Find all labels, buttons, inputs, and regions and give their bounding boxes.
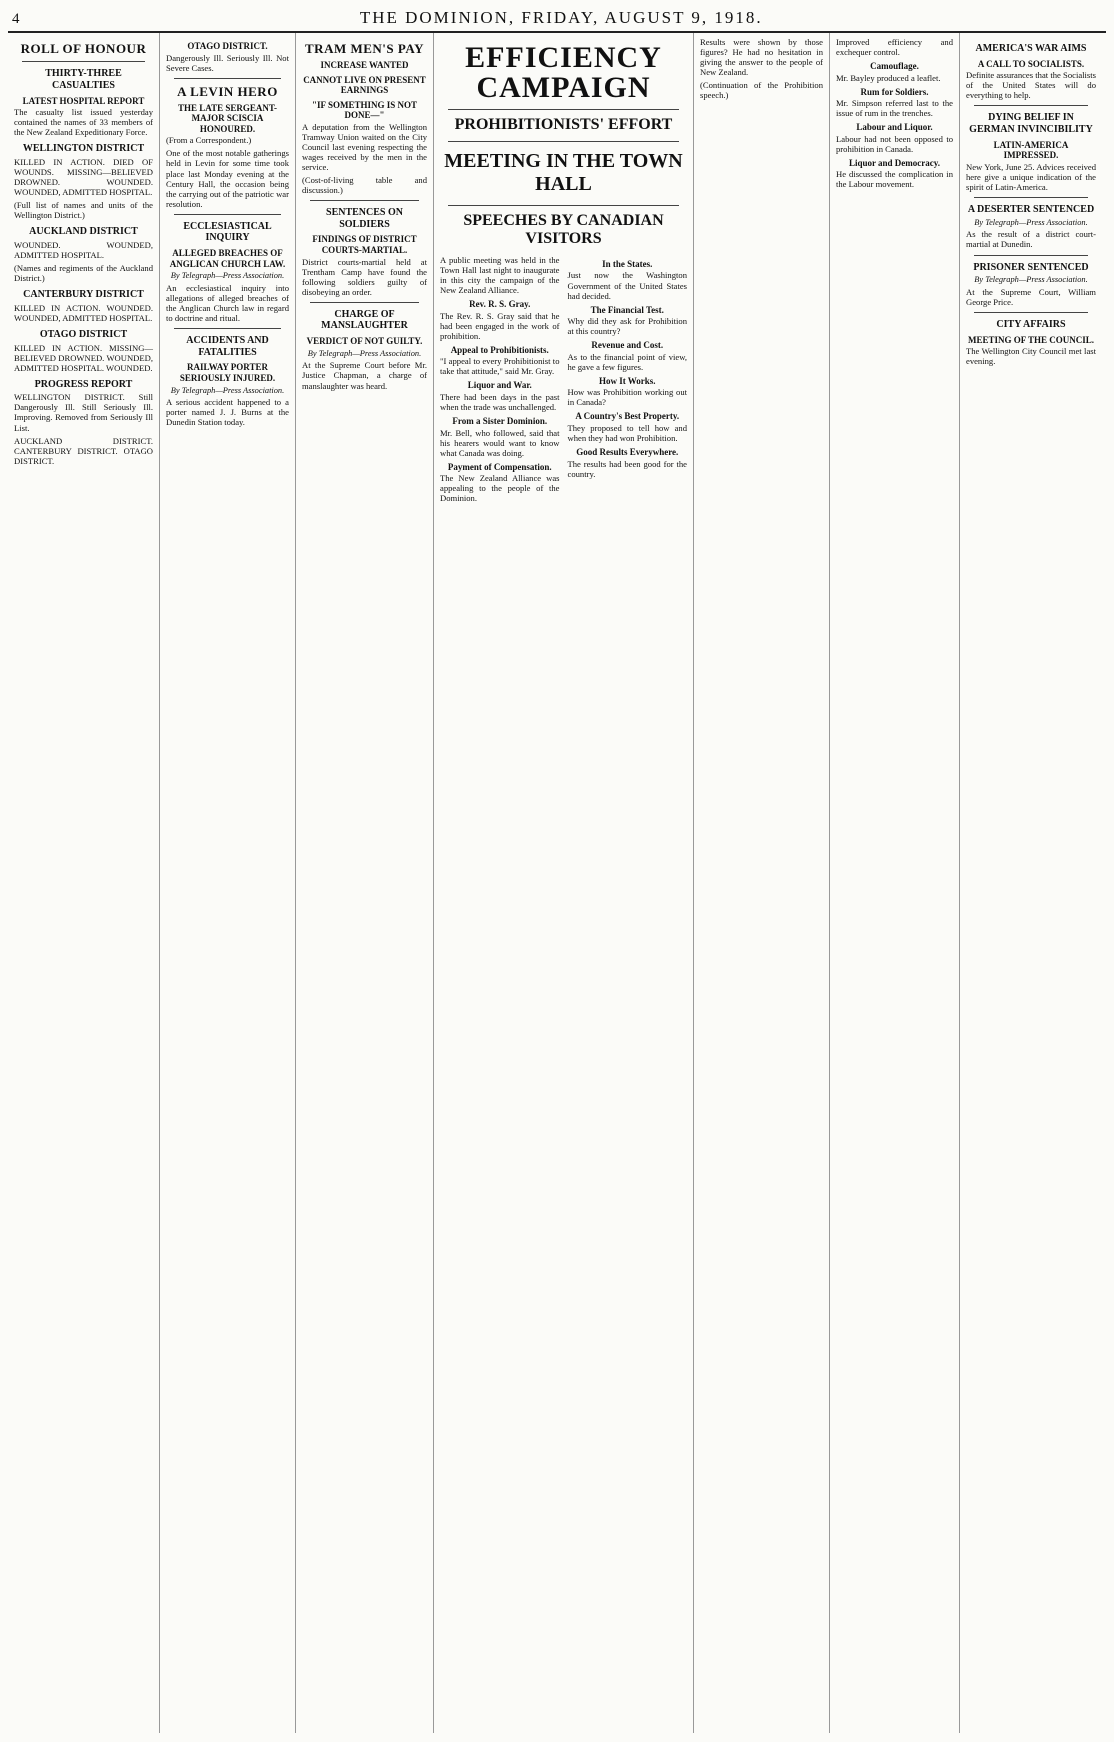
headline-efficiency: EFFICIENCY CAMPAIGN <box>465 41 662 104</box>
council-heading: MEETING OF THE COUNCIL. <box>967 334 1095 345</box>
tram-quote: "IF SOMETHING IS NOT DONE—" <box>312 99 417 121</box>
otago-district-heading: OTAGO DISTRICT. <box>187 41 268 51</box>
war-aims-heading: AMERICA'S WAR AIMS <box>975 43 1087 54</box>
headline-meeting: MEETING IN THE TOWN HALL <box>444 149 683 196</box>
latin-heading: LATIN-AMERICA IMPRESSED. <box>993 139 1069 161</box>
eccl-sub: ALLEGED BREACHES OF ANGLICAN CHURCH LAW. <box>169 248 286 269</box>
tram-sub2: CANNOT LIVE ON PRESENT EARNINGS <box>303 74 426 96</box>
headline-prohibitionists: PROHIBITIONISTS' EFFORT <box>454 116 673 133</box>
manslaughter-sub: VERDICT OF NOT GUILTY. <box>306 336 423 347</box>
column-roll-of-honour: ROLL OF HONOUR THIRTY-THREE CASUALTIES LATEST HOSPITAL REPORT The casualty list issued yesterday contained the names of 33 members of the New Zealand Expeditionary Force. WELLINGTON DISTRICT KILLED IN ACTION. DIED OF WOUNDS. MISSING—BELIEVED DROWNED. WOUNDED. WOUNDED, ADMITTED HOSPITAL. (Full list of names and units of the Wellington District.) AUCKLAND DISTRICT WOUNDED. WOUNDED, ADMITTED HOSPITAL. (Names and regiments of the Auckland District.) CANTERBURY DISTRICT KILLED IN ACTION. WOUNDED. WOUNDED, ADMITTED HOSPITAL. OTAGO DISTRICT KILLED IN ACTION. MISSING—BELIEVED DROWNED. WOUNDED, ADMITTED HOSPITAL. WOUNDED. PROGRESS REPORT WELLINGTON DISTRICT. Still Dangerously Ill. Still Seriously Ill. Improving. Removed from Seriously Ill List. AUCKLAND DISTRICT. CANTERBURY DISTRICT. OTAGO DISTRICT. <box>8 33 160 1733</box>
column-lead-story: EFFICIENCY CAMPAIGN PROHIBITIONISTS' EFFORT MEETING IN THE TOWN HALL SPEECHES BY CANADIAN VISITORS A public meeting was held in the Town Hall last night to inaugurate in this city the campaign of the New Zealand Alliance. Rev. R. S. Gray. The Rev. R. S. Gray said that he had been engaged in the work of prohibition. Appeal to Prohibitionists. "I appeal to every Prohibitionist to take that attitude," said Mr. Gray. Liquor and War. There had been days in the past when the trade was unchallenged. From a Sister Dominion. Mr. Bell, who followed, said that his hearers would want to know what Canada was doing. Payment of Compensation. The New Zealand Alliance was appealing to the people of the Dominion. In the States. Just now the Washington Government of the United States had decided. The Financial Test. Why did they ask for Prohibition at this country? Revenue and Cost. As to the financial point of view, he gave a few figures. How It Works. How was Prohibition working out in Canada? A Country's Best Property. They proposed to tell how and when they had won Prohibition. Good Results Everywhere. The results had been good for the country. <box>434 33 694 1733</box>
levin-hero-sub: THE LATE SERGEANT-MAJOR SCISCIA HONOURED. <box>177 102 278 134</box>
war-aims-sub: A CALL TO SOCIALISTS. <box>977 58 1085 69</box>
column-5: Results were shown by those figures? He had no hesitation in giving the answer to the people of New Zealand. (Continuation of the Prohibition speech.) <box>694 33 830 1733</box>
masthead <box>8 6 1106 33</box>
german-heading: DYING BELIEF IN GERMAN INVINCIBILITY <box>969 112 1093 136</box>
headline-speeches: SPEECHES BY CANADIAN VISITORS <box>463 211 664 248</box>
roll-heading: ROLL OF HONOUR <box>20 41 147 56</box>
column-2: OTAGO DISTRICT. Dangerously Ill. Seriously Ill. Not Severe Cases. A LEVIN HERO THE LATE SERGEANT-MAJOR SCISCIA HONOURED. (From a Correspondent.) One of the most notable gatherings held in Levin for some time took place last Monday evening at the Century Hall, the occasion being the carrying out of the patriotic war resolution. ECCLESIASTICAL INQUIRY ALLEGED BREACHES OF ANGLICAN CHURCH LAW. By Telegraph—Press Association. An ecclesiastical inquiry into allegations of alleged breaches of the Anglican Church law in regard to doctrine and ritual. ACCIDENTS AND FATALITIES RAILWAY PORTER SERIOUSLY INJURED. By Telegraph—Press Association. A serious accident happened to a porter named J. J. Burns at the Dunedin Station today. <box>160 33 296 1733</box>
wellington-heading: WELLINGTON DISTRICT <box>22 143 145 155</box>
accidents-sub: RAILWAY PORTER SERIOUSLY INJURED. <box>179 362 276 383</box>
otago-heading: OTAGO DISTRICT <box>39 328 128 340</box>
tram-heading: TRAM MEN'S PAY <box>305 41 424 56</box>
sentences-heading: SENTENCES ON SOLDIERS <box>326 207 403 230</box>
accidents-heading: ACCIDENTS AND FATALITIES <box>186 335 269 358</box>
column-7: AMERICA'S WAR AIMS A CALL TO SOCIALISTS. Definite assurances that the Socialists of the United States will do everything to help. DYING BELIEF IN GERMAN INVINCIBILITY LATIN-AMERICA IMPRESSED. New York, June 25. Advices received here give a unique indication of the spirit of Latin-America. A DESERTER SENTENCED By Telegraph—Press Association. As the result of a district court-martial at Dunedin. PRISONER SENTENCED By Telegraph—Press Association. At the Supreme Court, William George Price. CITY AFFAIRS MEETING OF THE COUNCIL. The Wellington City Council met last evening. <box>966 43 1096 367</box>
progress-heading: PROGRESS REPORT <box>34 378 133 390</box>
casualties-heading: THIRTY-THREE CASUALTIES <box>45 68 122 91</box>
auckland-heading: AUCKLAND DISTRICT <box>29 226 138 238</box>
masthead-title: THE DOMINION, FRIDAY, AUGUST 9, 1918. <box>359 8 763 27</box>
canterbury-heading: CANTERBURY DISTRICT <box>23 289 144 301</box>
hospital-report-heading: LATEST HOSPITAL REPORT <box>22 95 145 106</box>
column-3: TRAM MEN'S PAY INCREASE WANTED CANNOT LIVE ON PRESENT EARNINGS "IF SOMETHING IS NOT DONE—" A deputation from the Wellington Tramway Union waited on the City Council last evening respecting the wages received by the men in the service. (Cost-of-living table and discussion.) SENTENCES ON SOLDIERS FINDINGS OF DISTRICT COURTS-MARTIAL. District courts-martial held at Trentham Camp have found the following soldiers guilty of disobeying an order. CHARGE OF MANSLAUGHTER VERDICT OF NOT GUILTY. By Telegraph—Press Association. At the Supreme Court before Mr. Justice Chapman, a charge of manslaughter was heard. <box>296 33 434 1733</box>
manslaughter-heading: CHARGE OF MANSLAUGHTER <box>321 308 408 332</box>
deserter-heading: A DESERTER SENTENCED <box>967 203 1095 215</box>
column-6: Improved efficiency and exchequer control. Camouflage. Mr. Bayley produced a leaflet. Rum for Soldiers. Mr. Simpson referred last to the issue of rum in the trenches. Labour and Liquor. Labour had not been opposed to prohibition in Canada. Liquor and Democracy. He discussed the complication in the Labour movement. <box>830 33 960 1733</box>
page-number: 4 <box>12 11 21 27</box>
tram-sub: INCREASE WANTED <box>320 60 409 71</box>
sentences-sub: FINDINGS OF DISTRICT COURTS-MARTIAL. <box>312 234 417 255</box>
levin-hero-heading: A LEVIN HERO <box>177 83 278 99</box>
prisoner-heading: PRISONER SENTENCED <box>973 261 1089 273</box>
eccl-heading: ECCLESIASTICAL INQUIRY <box>183 220 272 244</box>
city-affairs-heading: CITY AFFAIRS <box>996 319 1066 331</box>
